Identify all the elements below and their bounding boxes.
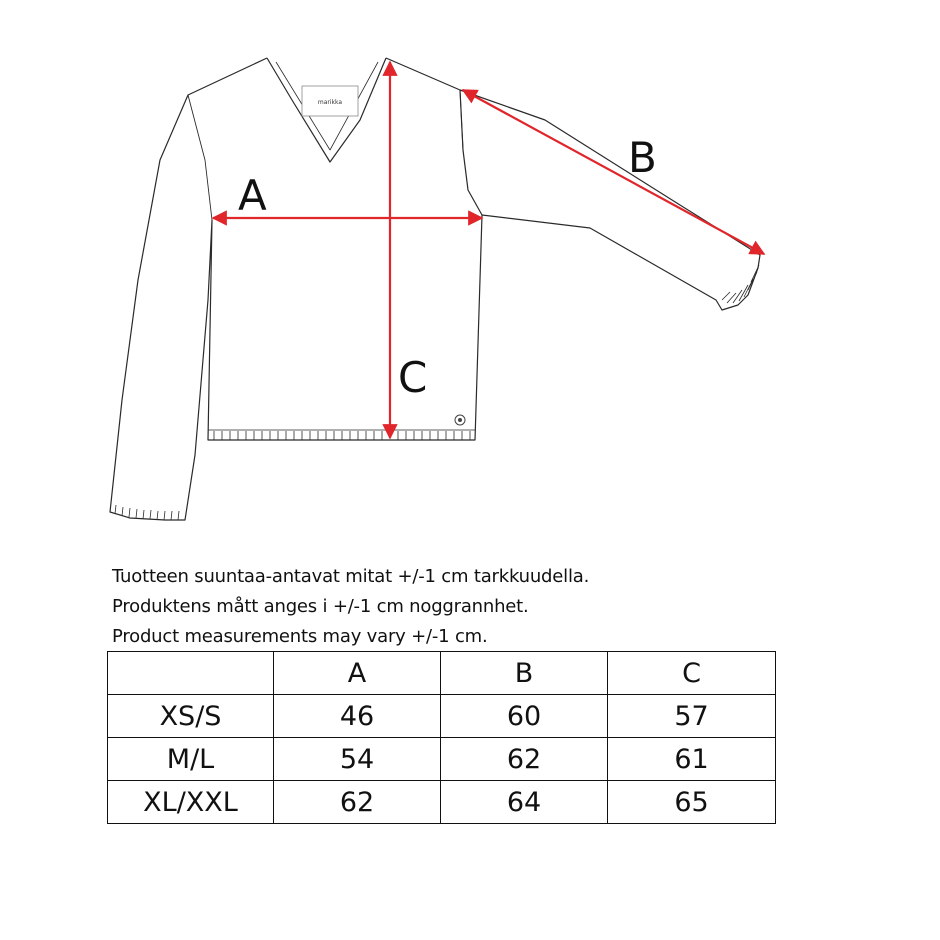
label-c: C	[398, 353, 428, 402]
table-row	[108, 695, 776, 738]
table-row	[108, 738, 776, 781]
value-cell-b: 60	[441, 695, 608, 738]
value-cell-c: 61	[608, 738, 776, 781]
measurement-notes	[112, 562, 812, 652]
size-chart-table	[107, 651, 776, 824]
value-cell-b: 62	[441, 738, 608, 781]
left-cuff-ribbing	[115, 505, 179, 520]
label-b: B	[628, 133, 657, 182]
note-english: Product measurements may vary +/-1 cm.	[112, 626, 488, 647]
header-cell-a: A	[274, 652, 441, 695]
header-cell-c: C	[608, 652, 776, 695]
right-cuff-ribbing	[722, 265, 759, 303]
arrow-b	[463, 90, 764, 254]
brand-tag-text: marikka	[317, 99, 343, 106]
value-cell-c: 65	[608, 781, 776, 824]
logo-badge	[455, 415, 465, 425]
brand-label-tag	[302, 86, 358, 116]
value-cell-a: 54	[274, 738, 441, 781]
hem-ribbing	[208, 430, 475, 440]
value-cell-b: 64	[441, 781, 608, 824]
header-cell-size	[108, 652, 274, 695]
note-finnish: Tuotteen suuntaa-antavat mitat +/-1 cm tarkkuudella.	[112, 566, 590, 587]
size-cell: M/L	[108, 738, 274, 781]
size-cell: XL/XXL	[108, 781, 274, 824]
sweater-outline	[110, 58, 760, 520]
value-cell-a: 62	[274, 781, 441, 824]
size-cell: XS/S	[108, 695, 274, 738]
header-cell-b: B	[441, 652, 608, 695]
note-swedish: Produktens mått anges i +/-1 cm noggrannhet.	[112, 596, 529, 617]
value-cell-a: 46	[274, 695, 441, 738]
table-row	[108, 781, 776, 824]
value-cell-c: 57	[608, 695, 776, 738]
label-a: A	[238, 171, 267, 220]
table-header-row	[108, 652, 776, 695]
